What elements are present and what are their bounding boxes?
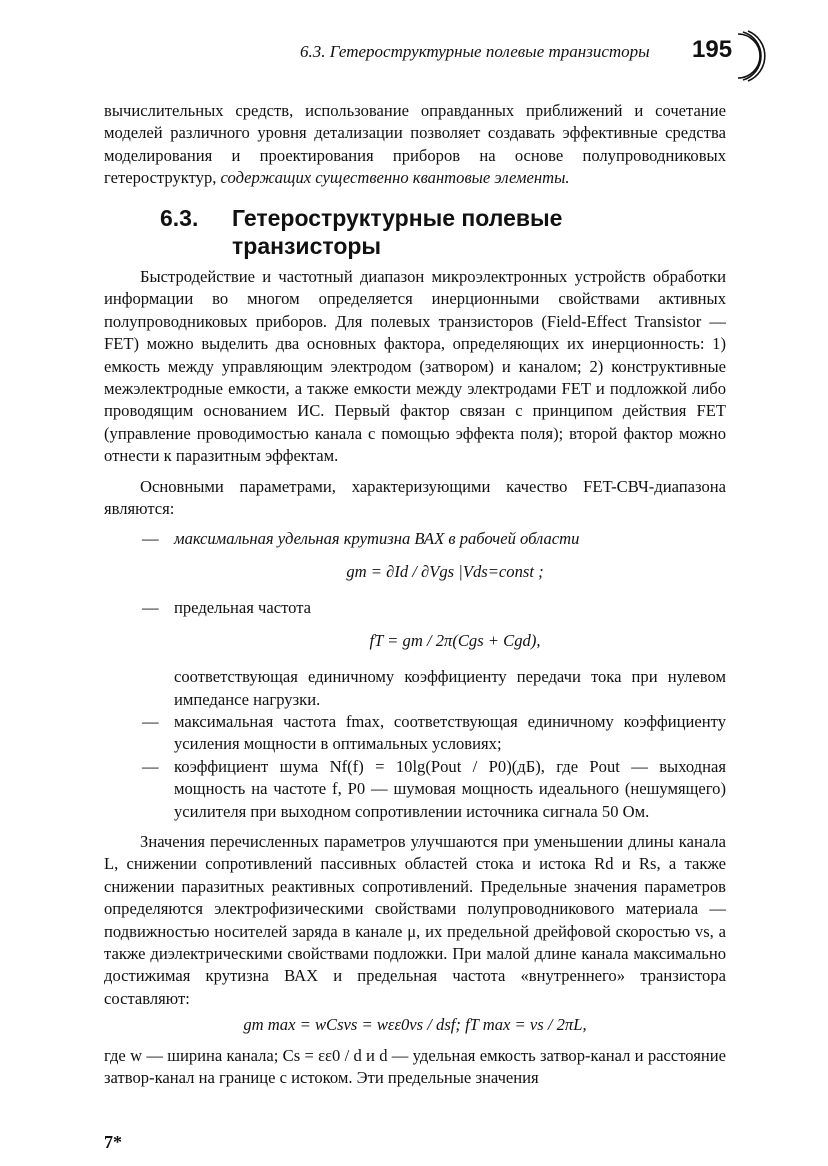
body-text — [104, 266, 726, 1089]
list-item-2-text: предельная частота — [174, 598, 312, 618]
intro-paragraph — [104, 100, 726, 190]
formula-transconductance: gm = ∂Id / ∂Vgs |Vds=const ; — [346, 561, 544, 581]
list-item-2-continuation: соответствующая единичному коэффициенту передачи тока при нулевом импедансе нагрузки. — [174, 667, 726, 709]
formula-limits: gm max = wCsvs = wεε0vs / dsf; fT max = vs / 2πL, — [243, 1015, 587, 1035]
list-item-4-text: коэффициент шума Nf(f) = 10lg(Pout / P0)(дБ), где Pout — выходная мощность на частоте f, P0 — шумовая мощность идеального (нешумящего) усилителя при выходном сопротивлении источника сигнала 50 Ом. — [174, 756, 726, 821]
running-title: 6.3. Гетероструктурные полевые транзисторы — [300, 42, 650, 61]
paragraph-2: Основными параметрами, характеризующими качество FET-СВЧ-диапазона являются: — [104, 476, 726, 519]
section-title-line1: Гетероструктурные полевые — [232, 205, 563, 231]
paragraph-1: Быстродействие и частотный диапазон микроэлектронных устройств обработки информации во многом определяется инерционными свойствами активных полупроводниковых приборов. Для полевых транзисторов (Field-Effect Transistor — FET) можно выделить два основных фактора, определяющих их инерционность: 1) емкость между управляющим электродом (затвором) и каналом; 2) конструктивные межэлектродные емкости, а также емкости между электродами FET и подложкой либо проводящим основанием ИС. Первый фактор связан с принципом действия FET (управление проводимостью канала с помощью эффекта поля); второй фактор можно отнести к паразитным эффектам. — [104, 267, 726, 466]
section-title-line2: транзисторы — [232, 233, 382, 259]
formula-cutoff-frequency: fT = gm / 2π(Cgs + Cgd), — [369, 630, 541, 650]
list-dash: — — [142, 756, 159, 776]
paragraph-3: Значения перечисленных параметров улучшаются при уменьшении длины канала L, снижении сопротивлений пассивных областей стока и истока Rd и Rs, а также снижении паразитных реактивных сопротивлений. Предельные значения параметров определяются электрофизическими свойствами полупроводникового материала — подвижностью носителей заряда в канале μ, их предельной дрейфовой скоростью vs, а также диэлектрическими свойствами подложки. При малой длине канала максимально достижимая крутизна ВАХ и предельная частота «внутреннего» транзистора составляют: — [104, 831, 726, 1008]
list-item-1 — [104, 528, 726, 550]
page-number: 195 — [692, 36, 733, 63]
list-item-1-text: максимальная удельная крутизна ВАХ в рабочей области — [174, 529, 580, 549]
list-item-4 — [104, 756, 726, 823]
list-dash: — — [142, 598, 159, 618]
section-number: 6.3. — [160, 205, 199, 231]
section-heading — [160, 204, 562, 260]
list-dash: — — [142, 711, 159, 731]
intro-text-italic: содержащих существенно квантовые элементы. — [220, 168, 570, 188]
page-header — [300, 36, 770, 80]
signature-mark: 7* — [104, 1132, 122, 1152]
paragraph-4: где w — ширина канала; Cs = εε0 / d и d — удельная емкость затвор-канал и расстояние затвор-канал на границе с истоком. Эти предельные значения — [104, 1045, 726, 1087]
list-item-3 — [104, 711, 726, 756]
list-dash: — — [142, 529, 159, 549]
list-item-3-text: максимальная частота fmax, соответствующая единичному коэффициенту усиления мощности в оптимальных условиях; — [174, 711, 726, 754]
page-number-ornament-icon — [734, 30, 770, 82]
list-item-2 — [104, 597, 726, 619]
intro-text: вычислительных средств, использование оправданных приближений и сочетание моделей различного уровня детализации позволяет создавать эффективные средства моделирования и проектирования приборов на основе полупроводниковых гетероструктур, — [104, 101, 726, 188]
